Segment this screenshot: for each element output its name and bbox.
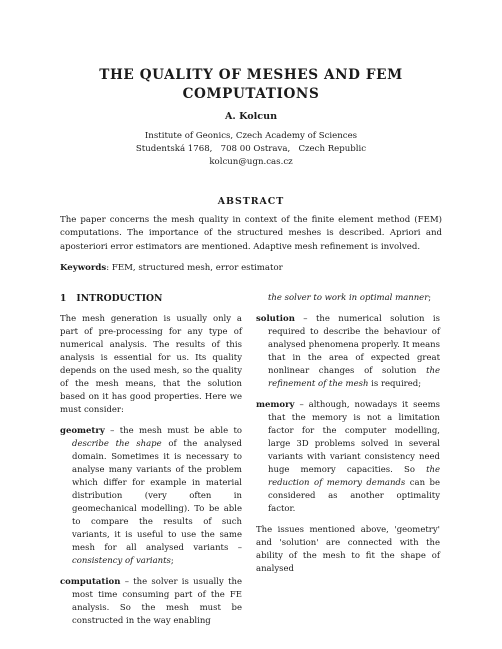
item-text: is required; <box>368 379 422 389</box>
section-number: 1 <box>60 293 67 304</box>
section-heading <box>60 292 242 305</box>
intro-paragraph: The mesh generation is usually only a part of pre-processing for any type of numerical analysis. The results of this analysis is essential for us. Its quality depends on the used mesh, so the quality of the mesh means, that the solution based on it has good properties. Here we must consider: <box>60 314 242 415</box>
paper-title: THE QUALITY OF MESHES AND FEM COMPUTATIONS <box>99 67 403 102</box>
item-term: memory <box>256 400 295 410</box>
abstract-text: The paper concerns the mesh quality in context of the finite element method (FEM) computations. The importance of the structured meshes is described. Apriori and aposteriori error estimators are mentioned. Adaptive mesh refinement is involved. <box>60 215 442 252</box>
item-text: – the mesh must be able to <box>104 426 242 436</box>
item-emph: describe the shape <box>72 439 162 449</box>
item-text: can be considered as another optimality factor. <box>268 478 441 514</box>
item-emph: the reduction of memory demands <box>268 465 440 488</box>
item-text: – the numerical solution is required to describe the behaviour of analysed phenomena properly. It means that in the area of expected great nonlinear changes of solution <box>268 314 440 376</box>
item-text: of the analysed domain. Sometimes it is necessary to analyse many variants of the problem which differ for example in material distribution (very often in geomechanical modelling). To be able to compare the results of such variants, it is useful to use the same mesh for all analysed variants – <box>72 439 242 553</box>
item-text: ; <box>428 293 432 303</box>
right-column <box>256 292 440 584</box>
affiliation-block <box>60 130 442 169</box>
item-term: geometry <box>60 426 105 436</box>
list-item-memory <box>256 399 440 516</box>
author-name: A. Kolcun <box>224 111 278 122</box>
address-line: Studentská 1768, 708 00 Ostrava, Czech Republic <box>135 144 367 154</box>
item-term: computation <box>60 577 121 587</box>
item-term: solution <box>256 314 295 324</box>
keywords-line <box>60 262 442 275</box>
list-item-geometry <box>60 425 242 568</box>
keywords-label: Keywords <box>60 263 107 273</box>
item-emph: consistency of variants <box>72 556 171 566</box>
abstract-heading: ABSTRACT <box>217 196 285 207</box>
item-text: – the solver is usually the most time consuming part of the FE analysis. So the mesh must be constructed in the way enabling <box>72 577 242 626</box>
left-column <box>60 292 242 636</box>
outro-paragraph: The issues mentioned above, 'geometry' and 'solution' are connected with the ability of the mesh to fit the shape of analysed <box>256 525 440 574</box>
keywords-text: : FEM, structured mesh, error estimator <box>106 263 283 273</box>
item-emph: the refinement of the mesh <box>268 366 440 389</box>
list-item-computation <box>60 576 242 628</box>
list-item-computation-cont <box>256 292 440 305</box>
list-item-solution <box>256 313 440 391</box>
item-text: ; <box>170 556 174 566</box>
institute-line: Institute of Geonics, Czech Academy of Sciences <box>144 131 358 141</box>
section-title: INTRODUCTION <box>76 293 163 304</box>
item-text: – although, nowadays it seems that the memory is not a limitation factor for the computer modelling, large 3D problems solved in several variants with variant consistency need huge memory capacities. So <box>268 400 440 475</box>
email-line: kolcun@ugn.cas.cz <box>209 157 293 167</box>
item-emph: the solver to work in optimal manner <box>268 293 429 303</box>
